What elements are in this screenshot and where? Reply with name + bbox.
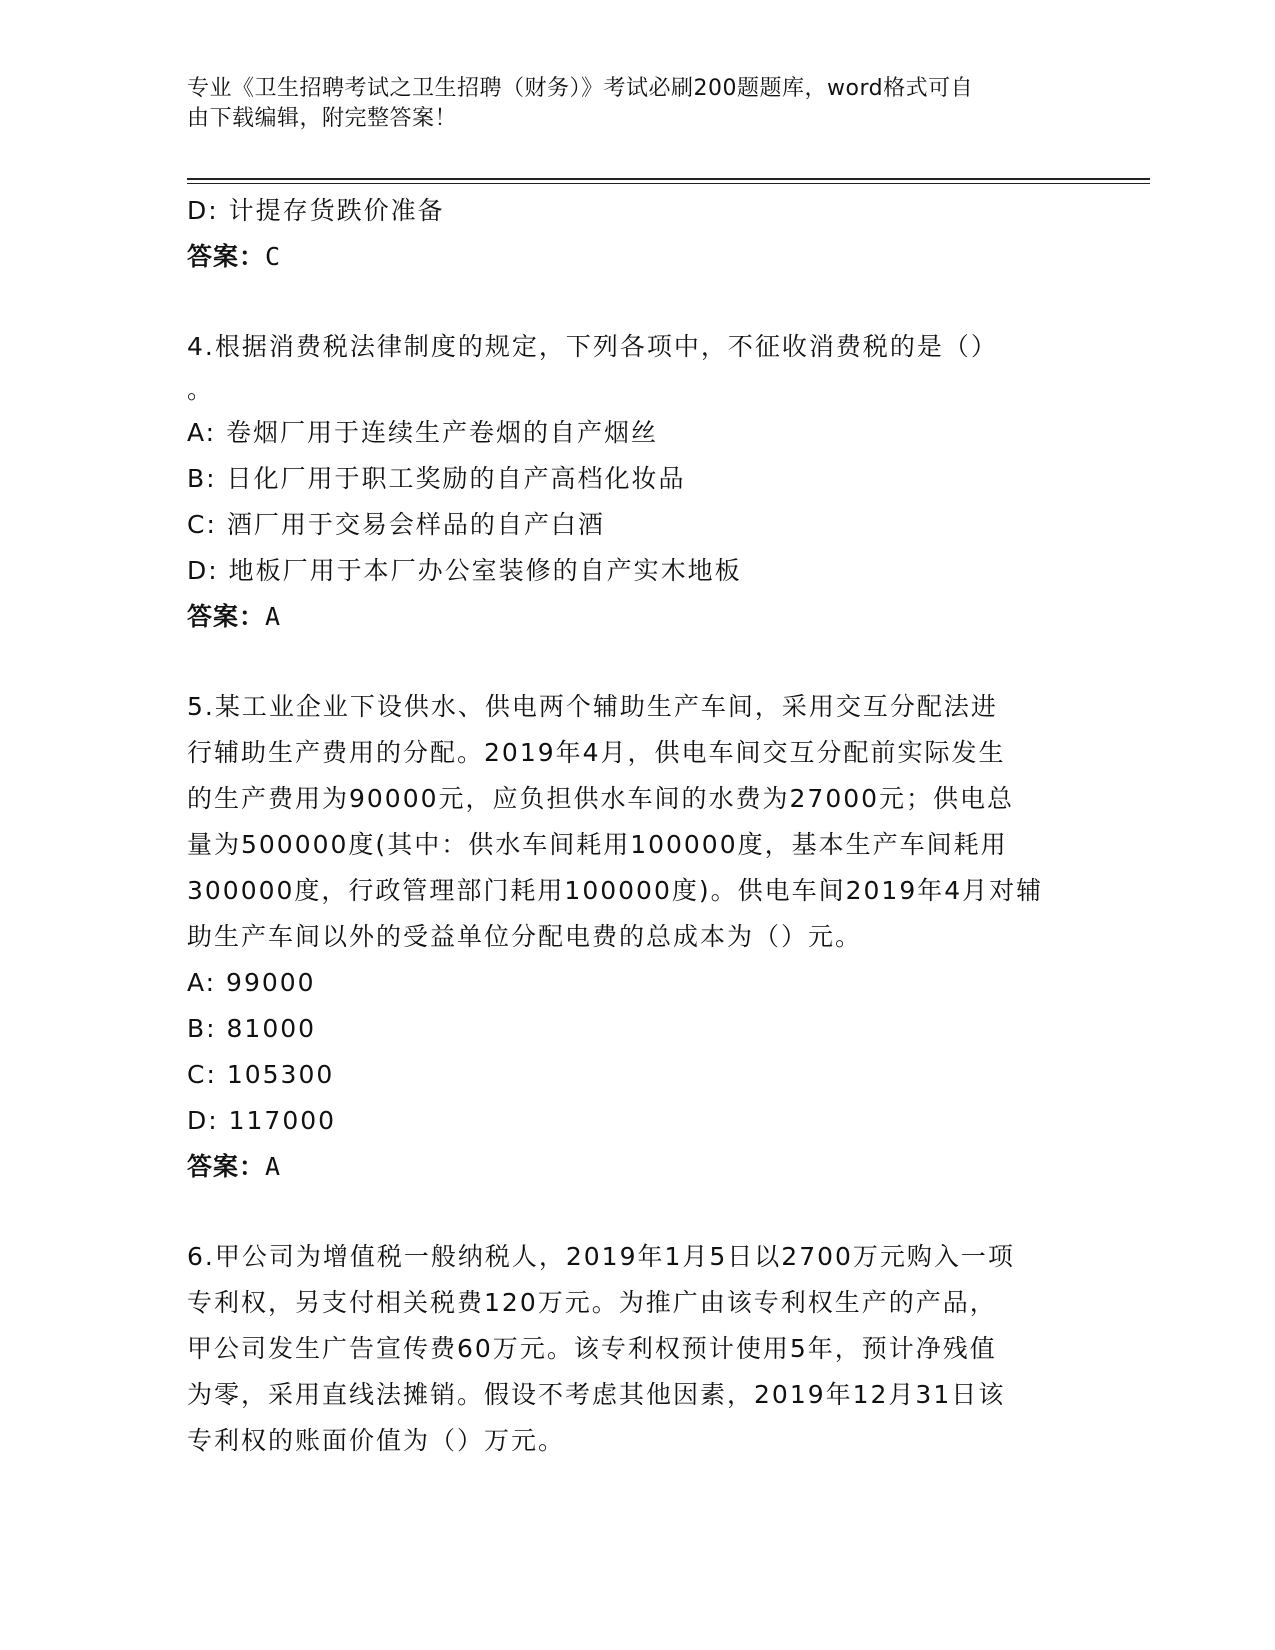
question-4 xyxy=(187,324,1087,640)
q4-option-b: B: 日化厂用于职工奖励的自产高档化妆品 xyxy=(187,464,686,493)
q5-stem-line-2: 行辅助生产费用的分配。2019年4月，供电车间交互分配前实际发生 xyxy=(187,738,1006,767)
q4-answer xyxy=(187,594,1087,640)
q3-option-d: D: 计提存货跌价准备 xyxy=(187,196,445,225)
q4-option-a: A: 卷烟厂用于连续生产卷烟的自产烟丝 xyxy=(187,418,659,447)
q5-answer-value: A xyxy=(265,1152,282,1181)
q5-stem-line-4: 量为500000度(其中：供水车间耗用100000度，基本生产车间耗用 xyxy=(187,830,1008,859)
q5-stem-line-6: 助生产车间以外的受益单位分配电费的总成本为（）元。 xyxy=(187,922,863,951)
q6-stem-line-5: 专利权的账面价值为（）万元。 xyxy=(187,1426,566,1455)
spacer xyxy=(187,280,1087,324)
question-5 xyxy=(187,684,1087,1190)
q4-stem-line-2: 。 xyxy=(187,375,215,404)
header-line-1: 专业《卫生招聘考试之卫生招聘（财务）》考试必刷200题题库，word格式可自 xyxy=(187,76,974,101)
document-header xyxy=(187,74,1067,134)
q6-stem-line-2: 专利权，另支付相关税费120万元。为推广由该专利权生产的产品， xyxy=(187,1288,997,1317)
q4-stem-line-1: 4.根据消费税法律制度的规定，下列各项中，不征收消费税的是（） xyxy=(187,332,998,361)
q5-option-a: A: 99000 xyxy=(187,968,316,997)
question-6 xyxy=(187,1234,1087,1464)
spacer xyxy=(187,1190,1087,1234)
q5-option-b: B: 81000 xyxy=(187,1014,317,1043)
q4-answer-value: A xyxy=(265,602,282,631)
spacer xyxy=(187,640,1087,684)
q5-answer-label: 答案： xyxy=(187,1152,266,1181)
question-3-tail xyxy=(187,188,1087,280)
q4-option-c: C: 酒厂用于交易会样品的自产白酒 xyxy=(187,510,605,539)
q5-option-d: D: 117000 xyxy=(187,1106,337,1135)
header-divider-thin xyxy=(187,183,1150,184)
q5-option-c: C: 105300 xyxy=(187,1060,335,1089)
q6-stem-line-4: 为零，采用直线法摊销。假设不考虑其他因素，2019年12月31日该 xyxy=(187,1380,1006,1409)
q3-answer-value: C xyxy=(265,242,282,271)
q3-answer xyxy=(187,234,1087,280)
q4-option-d: D: 地板厂用于本厂办公室装修的自产实木地板 xyxy=(187,556,742,585)
q6-stem-line-1: 6.甲公司为增值税一般纳税人，2019年1月5日以2700万元购入一项 xyxy=(187,1242,1015,1271)
q3-answer-label: 答案： xyxy=(187,242,266,271)
q4-answer-label: 答案： xyxy=(187,602,266,631)
q6-stem-line-3: 甲公司发生广告宣传费60万元。该专利权预计使用5年，预计净残值 xyxy=(187,1334,997,1363)
q5-answer xyxy=(187,1144,1087,1190)
q5-stem-line-3: 的生产费用为90000元，应负担供水车间的水费为27000元；供电总 xyxy=(187,784,1015,813)
q5-stem-line-1: 5.某工业企业下设供水、供电两个辅助生产车间，采用交互分配法进 xyxy=(187,692,998,721)
header-divider-thick xyxy=(187,178,1150,180)
document-body xyxy=(187,188,1087,1464)
q5-stem-line-5: 300000度，行政管理部门耗用100000度)。供电车间2019年4月对辅 xyxy=(187,876,1044,905)
header-line-2: 由下载编辑，附完整答案！ xyxy=(187,106,458,131)
